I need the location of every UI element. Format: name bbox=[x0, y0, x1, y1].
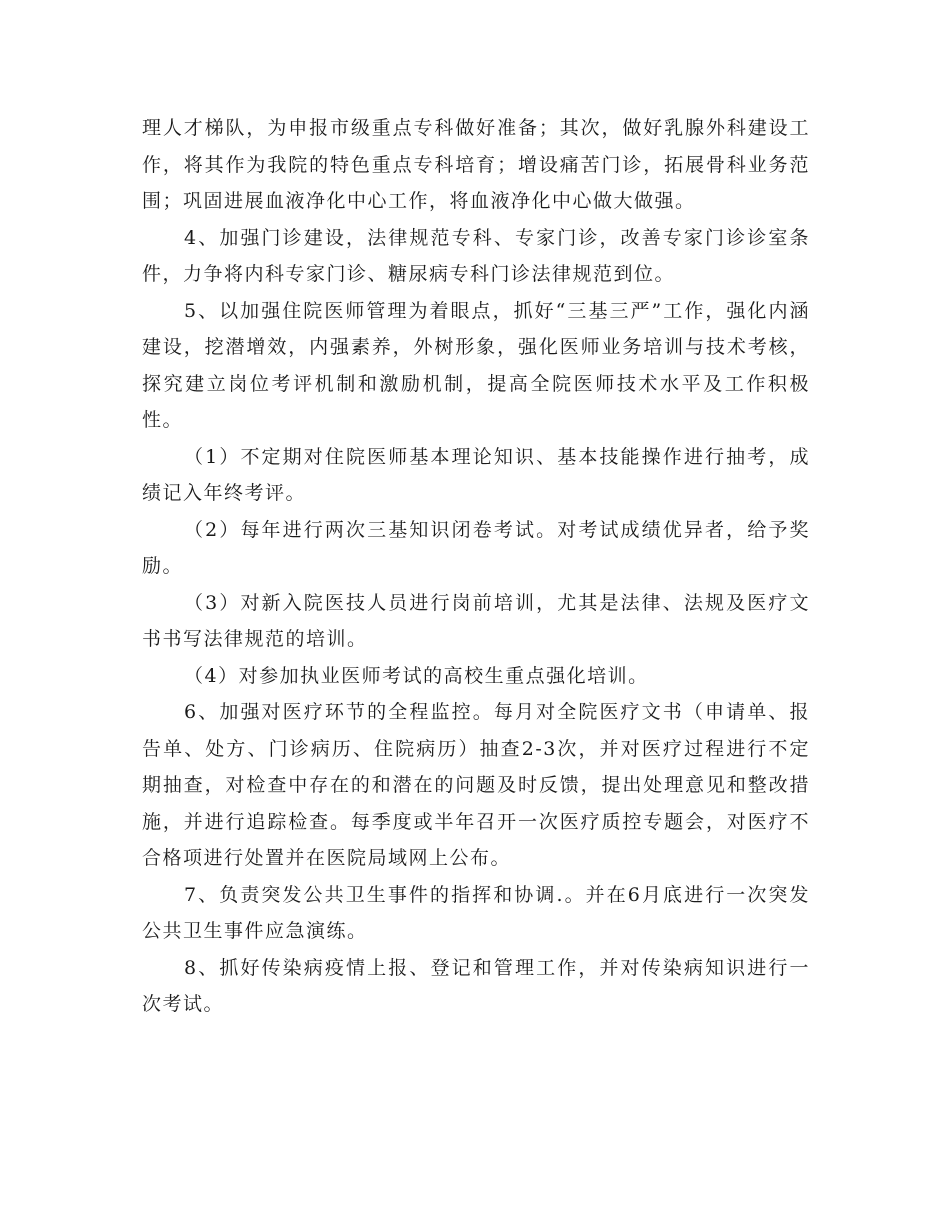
paragraph-subitem-1: （1）不定期对住院医师基本理论知识、基本技能操作进行抽考，成绩记入年终考评。 bbox=[142, 445, 810, 504]
paragraph-item-5: 5、以加强住院医师管理为着眼点，抓好“三基三严”工作，强化内涵建设，挖潜增效，内强素养，外树形象，强化医师业务培训与技术考核，探究建立岗位考评机制和激励机制，提高全院医师技术水平及工作积极性。 bbox=[142, 299, 810, 431]
paragraph-subitem-3: （3）对新入院医技人员进行岗前培训，尤其是法律、法规及医疗文书书写法律规范的培训。 bbox=[142, 591, 810, 650]
paragraph-subitem-4: （4）对参加执业医师考试的高校生重点强化培训。 bbox=[184, 664, 649, 687]
paragraph-item-8: 8、抓好传染病疫情上报、登记和管理工作，并对传染病知识进行一次考试。 bbox=[142, 956, 810, 1015]
paragraph-subitem-2: （2）每年进行两次三基知识闭卷考试。对考试成绩优异者，给予奖励。 bbox=[142, 518, 810, 577]
document-body bbox=[142, 110, 810, 1023]
paragraph-item-4: 4、加强门诊建设，法律规范专科、专家门诊，改善专家门诊诊室条件，力争将内科专家门诊、糖尿病专科门诊法律规范到位。 bbox=[142, 226, 810, 285]
paragraph-item-6: 6、加强对医疗环节的全程监控。每月对全院医疗文书（申请单、报告单、处方、门诊病历、住院病历）抽查2-3次，并对医疗过程进行不定期抽查，对检查中存在的和潜在的问题及时反馈，提出处理意见和整改措施，并进行追踪检查。每季度或半年召开一次医疗质控专题会，对医疗不合格项进行处置并在医院局域网上公布。 bbox=[142, 701, 810, 869]
paragraph-continuation: 理人才梯队，为申报市级重点专科做好准备；其次，做好乳腺外科建设工作，将其作为我院的特色重点专科培育；增设痛苦门诊，拓展骨科业务范围；巩固进展血液净化中心工作，将血液净化中心做大做强。 bbox=[142, 117, 810, 212]
paragraph-item-7: 7、负责突发公共卫生事件的指挥和协调.。并在6月底进行一次突发公共卫生事件应急演练。 bbox=[142, 883, 810, 942]
